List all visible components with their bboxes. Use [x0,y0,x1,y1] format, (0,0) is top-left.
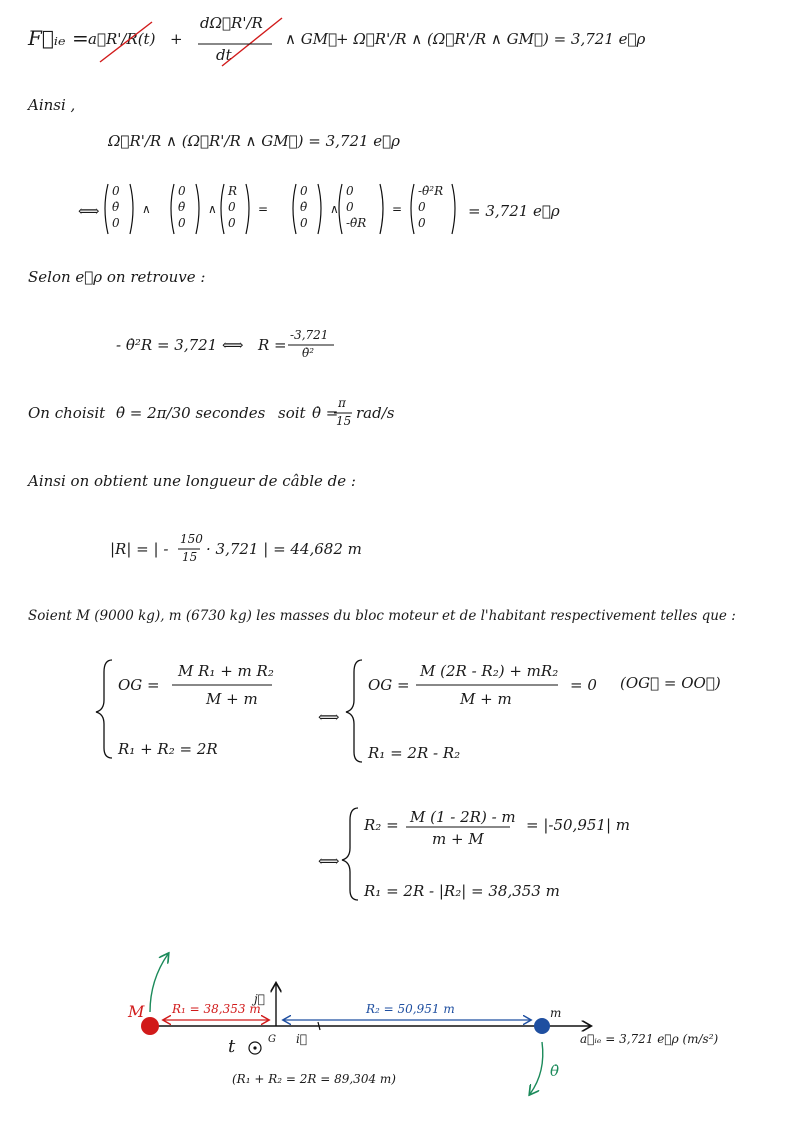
vector-v4-component-2: 0 [300,216,308,230]
omega-double-wedge: + Ω⃗R'/R ∧ (Ω⃗R'/R ∧ GM⃗) = 3,721 e⃗ρ [336,30,646,48]
vector-v5-component-0: 0 [346,184,354,198]
mass-right-dot [534,1018,550,1034]
sys3-equiv: ⟺ [318,852,340,870]
sum-label: (R₁ + R₂ = 2R = 89,304 m) [232,1072,396,1086]
vector-v2-component-2: 0 [178,216,186,230]
fie-lhs: F⃗ᵢₑ = [28,26,89,50]
vector-v1-component-0: 0 [112,184,120,198]
acceleration-label: a⃗ᵢₑ = 3,721 e⃗ρ (m/s²) [580,1032,719,1046]
matrix-operator-2: = [258,202,269,216]
ainsi-text: Ainsi , [28,96,76,114]
vector-v4-component-0: 0 [300,184,308,198]
vector-v5-component-2: -θ̇R [346,216,367,230]
vector-v2-component-1: θ̇ [178,200,186,214]
vector-v5-component-1: 0 [346,200,354,214]
i-vector-label: i⃗ [296,1032,308,1046]
t-label: t [228,1036,236,1057]
sys2-equiv: ⟺ [318,708,340,726]
choix-eq2-unit: rad/s [356,404,395,422]
vector-v3-component-0: R [228,184,238,198]
r-eq-equiv: ⟺ [222,336,244,354]
strike-a [100,22,152,62]
g-target-dot [253,1046,256,1049]
wedge-gm: ∧ GM⃗ [285,30,338,48]
vector-v3-component-2: 0 [228,216,236,230]
vector-v6-component-0: -θ̇²R [418,184,444,198]
sys1-l1-den: M + m [206,690,258,708]
len-eq-lhs: |R| = | - [110,540,169,558]
sys1-l2: R₁ + R₂ = 2R [118,740,218,758]
omega-equation: Ω⃗R'/R ∧ (Ω⃗R'/R ∧ GM⃗) = 3,721 e⃗ρ [108,132,400,150]
vector-v3-component-1: 0 [228,200,236,214]
soient-text: Soient M (9000 kg), m (6730 kg) les masses du bloc moteur et de l'habitant respectivement telles que : [28,608,736,624]
choix-eq2-den: 15 [336,414,352,428]
choix-eq1: θ̇ = 2π/30 secondes [116,404,266,422]
theta-dot-label: θ̇ [550,1062,560,1080]
r-eq-num: -3,721 [290,328,329,342]
vector-v2-component-0: 0 [178,184,186,198]
sys3-l2: R₁ = 2R - |R₂| = 38,353 m [364,882,560,900]
sys2-l1-lhs: OG = [368,676,410,694]
sys3-l1-den: m + M [432,830,484,848]
brace-sys2 [346,660,362,762]
vector-v6-component-2: 0 [418,216,426,230]
matrix-operator-3: ∧ [330,202,339,216]
brace-sys3 [342,808,358,900]
strike-dOmega [222,18,282,66]
rotation-arrow-right [530,1042,543,1094]
sys2-l1-num: M (2R - R₂) + mR₂ [420,662,559,680]
r-eq-den: θ̇² [302,346,315,360]
vector-v1-component-1: θ̇ [112,200,120,214]
selon-text: Selon e⃗ρ on retrouve : [28,268,206,286]
matrix-operator-0: ∧ [142,202,151,216]
sys3-l1-rhs: = |-50,951| m [526,816,630,834]
matrix-operator-4: = [392,202,403,216]
brace-sys1 [96,660,112,758]
choix-soit: soit [278,404,306,422]
sys2-l1-den: M + m [460,690,512,708]
len-eq-den: 15 [182,550,198,564]
choix-eq2-lhs: θ̇ = [312,404,339,422]
mass-right-label: m [550,1006,562,1020]
vector-v4-component-1: θ̇ [300,200,308,214]
vector-v6-component-1: 0 [418,200,426,214]
sys3-l1-lhs: R₂ = [364,816,399,834]
mass-left-dot [141,1017,159,1035]
vector-v1-component-2: 0 [112,216,120,230]
matrix-result: = 3,721 e⃗ρ [468,202,560,220]
rotation-arrow-left [150,954,168,1012]
sys2-l2: R₁ = 2R - R₂ [368,744,461,762]
sys2-l1-rhs: = 0 [570,676,597,694]
r1-label: R₁ = 38,353 m [172,1002,261,1016]
len-eq-rhs: · 3,721 | = 44,682 m [206,540,362,558]
choix-eq2-num: π [338,396,346,410]
g-label: G [268,1034,276,1045]
sys3-l1-num: M (1 - 2R) - m [410,808,516,826]
term-a-crossed: a⃗R'/R(t) [88,30,156,48]
j-vector-label: j⃗ [254,992,265,1006]
sys1-l1-lhs: OG = [118,676,160,694]
r2-label: R₂ = 50,951 m [366,1002,455,1016]
choix-text: On choisit [28,404,106,422]
r-eq-rhs-lhs: R = [258,336,287,354]
sys1-l1-num: M R₁ + m R₂ [178,662,274,680]
len-eq-num: 150 [180,532,203,546]
r-eq-lhs: - θ̇²R = 3,721 [116,336,218,354]
mass-left-label: M [128,1002,145,1021]
sys2-l1-note: (OG⃗ = OO⃗) [620,674,721,692]
matrix-operator-1: ∧ [208,202,217,216]
equiv-symbol: ⟺ [78,202,100,220]
plus-sign: + [170,30,183,48]
dOmega-denominator: dt [216,46,232,64]
longueur-text: Ainsi on obtient une longueur de câble de : [28,472,356,490]
dOmega-numerator: dΩ⃗R'/R [200,14,263,32]
